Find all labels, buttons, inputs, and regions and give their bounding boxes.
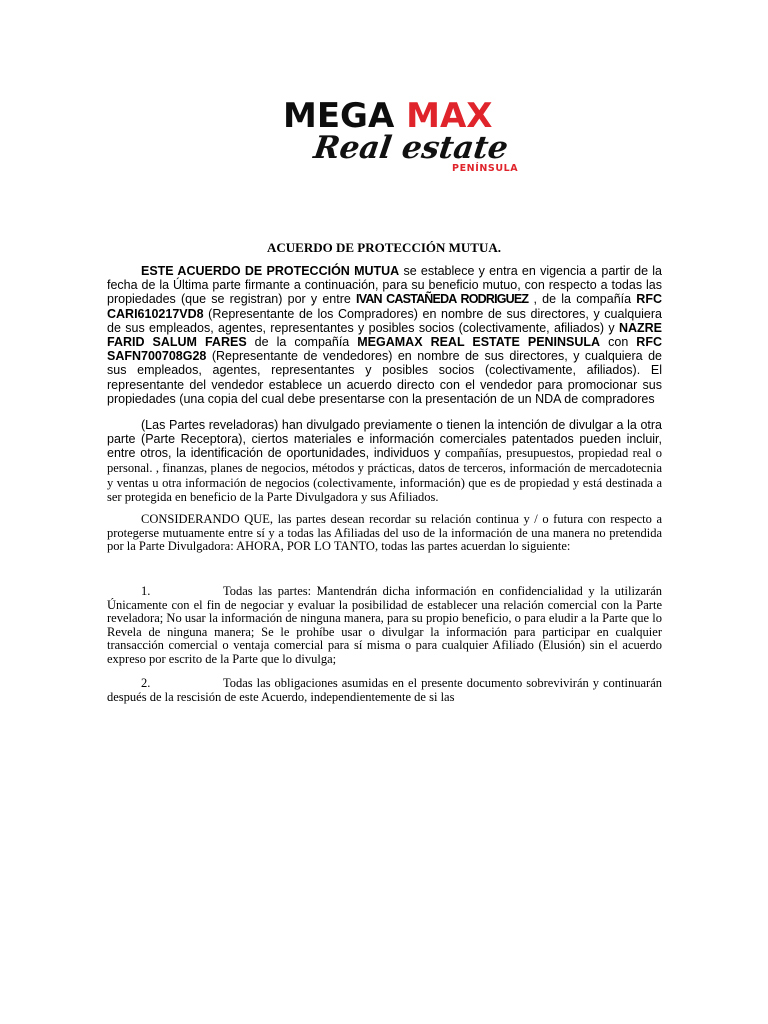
intro-lead: ESTE ACUERDO DE PROTECCIÓN MUTUA — [141, 264, 400, 278]
revealing-text-sans: (Las Partes reveladoras) han divulgado previamente o tienen la intención de divulgar a la otra parte (Parte Receptora), ciertos materiales e información comerciales patentados pueden incluir, entre otros, la identificación de oportunidades, individuos y — [107, 418, 662, 461]
intro-text-3: (Representante de los Compradores) en nombre de sus directores, y cualquiera de sus empleados, agentes, representantes y posibles socios (colectivamente, afiliados) y — [107, 306, 662, 335]
paragraph-revealing-parties — [107, 418, 662, 505]
megamax-logo — [0, 96, 768, 180]
clause-2-text: Todas las obligaciones asumidas en el presente documento sobrevivirán y continuarán después de la rescisión de este Acuerdo, independientemente de si las — [107, 676, 662, 704]
intro-text-4: de la compañía — [246, 335, 358, 350]
clause-2-number: 2. — [141, 676, 151, 690]
paragraph-intro — [107, 264, 662, 406]
intro-text-2: , de la compañía — [528, 292, 637, 307]
buyer-rfc: RFC CARI610217VD8 — [107, 292, 662, 321]
clause-1-text: Todas las partes: Mantendrán dicha información en confidencialidad y la utilizarán Únicamente con el fin de negociar y evaluar la posibilidad de establecer una relación comercial con la Parte reveladora; No usar la información de ninguna manera, para su propio beneficio, o para eludir a la Parte que lo Revela de ninguna manera; Se le prohíbe usar o divulgar la información para participar en cualquier transacción comercial o ventaja comercial para sí misma o para cualquier Afiliado (Elusión) sin el acuerdo expreso por escrito de la Parte que lo divulga; — [107, 584, 662, 666]
buyer-rep-name: IVAN CASTAÑEDA RODRIGUEZ — [356, 292, 529, 307]
logo-subtitle: PENÍNSULA — [452, 163, 519, 174]
revealing-text-serif: compañías, presupuestos, propiedad real o personal. , finanzas, planes de negocios, métodos y prácticas, datos de terceros, información de mercadotecnia y ventas u otra información de negocios (colectivamente, información) que es de propiedad y está destinada a ser protegida en beneficio de la Parte Divulgadora y sus Afiliados. — [107, 446, 662, 505]
intro-text-5: con — [600, 335, 637, 350]
document-title: ACUERDO DE PROTECCIÓN MUTUA. — [266, 240, 501, 255]
logo-word-mega: MEGA — [283, 96, 395, 136]
intro-text-6: (Representante de vendedores) en nombre de sus directores, y cualquiera de sus empleados, agentes, representantes y posibles socios (colectivamente, afiliados). El representante del vendedor establece un acuerdo directo con el vendedor para promocionar sus propiedades (una copia del cual debe presentarse con la presentación de un NDA de compradores — [107, 349, 662, 406]
clause-2 — [107, 677, 662, 704]
seller-rep-name: NAZRE FARID SALUM FARES — [107, 320, 662, 350]
clause-1 — [107, 585, 662, 667]
paragraph-whereas: CONSIDERANDO QUE, las partes desean recordar su relación continua y / o futura con respecto a protegerse mutuamente entre sí y a todas las Afiliadas del uso de la información de una manera no pretendida por la Parte Divulgadora: AHORA, POR LO TANTO, todas las partes acuerdan lo siguiente: — [107, 512, 662, 554]
company-name: MEGAMAX REAL ESTATE PENINSULA — [357, 335, 601, 350]
seller-rfc: RFC SAFN700708G28 — [107, 335, 662, 364]
logo-script-text: Real estate — [311, 130, 511, 166]
intro-text-1: se establece y entra en vigencia a partir de la fecha de la Última parte firmante a continuación, para su beneficio mutuo, con respecto a todas las propiedades (que se registran) por y entre — [107, 264, 662, 307]
logo-word-max: MAX — [406, 96, 493, 136]
clause-1-number: 1. — [141, 584, 151, 598]
